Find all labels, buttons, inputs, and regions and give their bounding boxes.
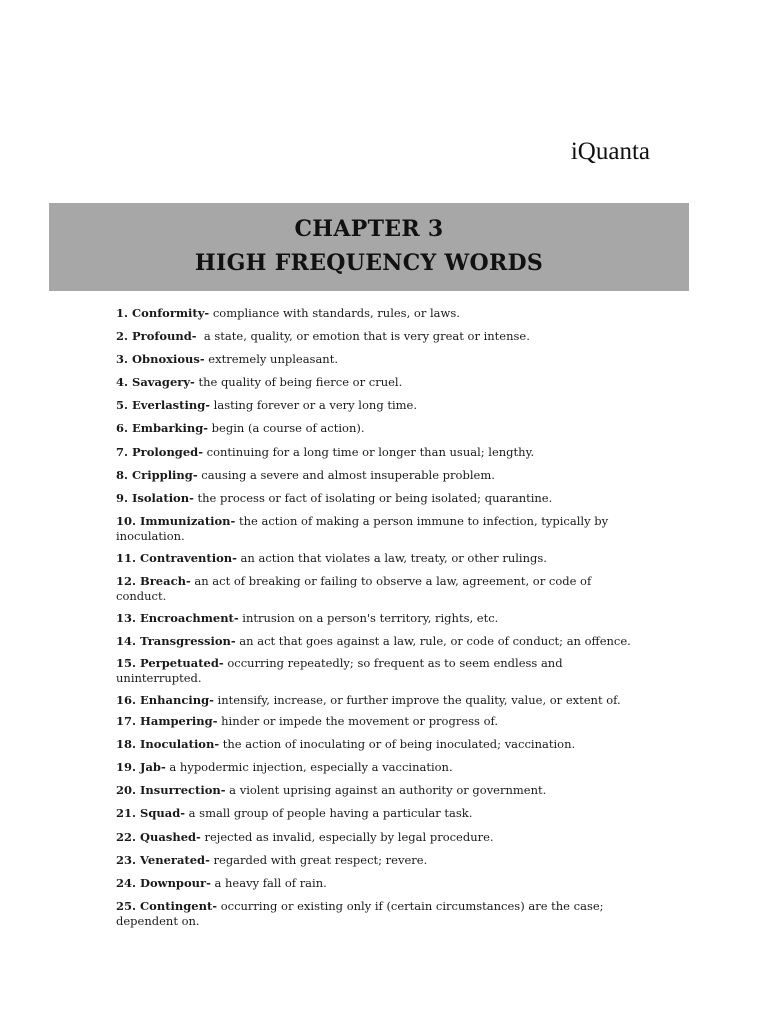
word-number: 15. [116, 655, 137, 670]
word-entry [116, 398, 638, 414]
word-definition: occurring or existing only if (certain circumstances) are the case; dependent on. [116, 898, 608, 929]
word-entry [116, 634, 638, 650]
word-term [116, 611, 239, 625]
word-definition: an act of breaking or failing to observe a law, agreement, or code of conduct. [116, 573, 595, 604]
word-term [116, 352, 205, 366]
word-definition: the action of making a person immune to infection, typically by inoculation. [116, 513, 612, 544]
word-entry [116, 714, 638, 730]
word-name: Hampering- [140, 714, 218, 729]
word-term [116, 876, 211, 890]
chapter-title: HIGH FREQUENCY WORDS [194, 250, 544, 276]
word-name: Immunization- [140, 513, 236, 528]
word-term [116, 830, 201, 844]
word-term [116, 375, 195, 389]
word-definition: extremely unpleasant. [204, 352, 338, 367]
word-number: 8. [116, 467, 129, 482]
word-name: Contravention- [140, 550, 237, 565]
word-number: 12. [116, 573, 137, 588]
word-name: Crippling- [132, 467, 198, 482]
word-entry [116, 329, 638, 345]
word-entry [116, 574, 638, 605]
word-term [116, 634, 236, 648]
word-number: 5. [116, 398, 129, 413]
word-definition: a violent uprising against an authority or government. [225, 783, 547, 798]
word-number: 4. [116, 375, 129, 390]
word-number: 2. [116, 329, 129, 344]
word-entry [116, 421, 638, 437]
word-name: Enhancing- [140, 692, 214, 707]
word-name: Isolation- [132, 490, 194, 505]
word-name: Savagery- [132, 375, 195, 390]
word-definition: an action that violates a law, treaty, or other rulings. [236, 550, 547, 565]
word-definition: a hypodermic injection, especially a vaccination. [165, 760, 453, 775]
word-term [116, 783, 226, 797]
word-definition: occurring repeatedly; so frequent as to seem endless and uninterrupted. [116, 655, 567, 686]
word-name: Encroachment- [140, 610, 239, 625]
word-number: 25. [116, 898, 137, 913]
word-entry [116, 899, 638, 930]
word-name: Everlasting- [132, 398, 211, 413]
word-definition: the action of inoculating or of being inoculated; vaccination. [219, 737, 576, 752]
word-term [116, 693, 214, 707]
word-name: Contingent- [140, 898, 218, 913]
word-definition: the quality of being fierce or cruel. [194, 375, 403, 390]
word-definition: intensify, increase, or further improve the quality, value, or extent of. [213, 692, 621, 707]
word-number: 11. [116, 550, 137, 565]
word-entry [116, 352, 638, 368]
word-list [116, 306, 638, 936]
word-entry [116, 853, 638, 869]
word-name: Insurrection- [140, 783, 226, 798]
word-number: 6. [116, 421, 129, 436]
word-name: Breach- [140, 573, 191, 588]
word-term [116, 714, 217, 728]
word-number: 1. [116, 306, 129, 320]
word-definition: rejected as invalid, especially by legal procedure. [200, 829, 494, 844]
word-name: Inoculation- [140, 737, 220, 752]
word-entry [116, 468, 638, 484]
word-entry [116, 656, 638, 687]
word-name: Jab- [140, 760, 166, 775]
word-entry [116, 445, 638, 461]
word-name: Venerated- [140, 852, 210, 867]
word-entry [116, 760, 638, 776]
word-number: 3. [116, 352, 129, 367]
word-definition: intrusion on a person's territory, rights, etc. [238, 610, 499, 625]
word-number: 24. [116, 875, 137, 890]
word-definition: begin (a course of action). [208, 421, 365, 436]
word-term [116, 468, 198, 482]
word-number: 16. [116, 692, 137, 707]
word-term [116, 899, 217, 913]
word-term [116, 329, 197, 343]
word-name: Quashed- [140, 829, 201, 844]
word-name: Transgression- [140, 634, 236, 649]
word-term [116, 656, 224, 670]
word-term [116, 445, 203, 459]
word-term [116, 737, 219, 751]
word-number: 13. [116, 610, 137, 625]
word-term [116, 551, 237, 565]
word-term [116, 306, 209, 320]
word-definition: lasting forever or a very long time. [210, 398, 417, 413]
word-name: Prolonged- [132, 444, 203, 459]
word-number: 7. [116, 444, 129, 459]
word-definition: the process or fact of isolating or being isolated; quarantine. [193, 490, 553, 505]
word-name: Embarking- [132, 421, 209, 436]
word-definition: compliance with standards, rules, or laws. [209, 306, 460, 320]
word-entry [116, 491, 638, 507]
chapter-number: CHAPTER 3 [294, 216, 444, 242]
word-definition: hinder or impede the movement or progress of. [217, 714, 499, 729]
word-entry [116, 551, 638, 567]
word-entry [116, 514, 638, 545]
word-number: 14. [116, 634, 137, 649]
word-entry [116, 737, 638, 753]
word-definition: continuing for a long time or longer than usual; lengthy. [202, 444, 535, 459]
word-entry [116, 611, 638, 627]
word-definition: regarded with great respect; revere. [209, 852, 428, 867]
word-number: 10. [116, 513, 137, 528]
word-entry [116, 830, 638, 846]
word-name: Conformity- [132, 306, 210, 320]
word-term [116, 421, 208, 435]
word-name: Obnoxious- [132, 352, 205, 367]
word-number: 19. [116, 760, 137, 775]
word-number: 22. [116, 829, 137, 844]
word-definition: an act that goes against a law, rule, or code of conduct; an offence. [235, 634, 631, 649]
word-number: 20. [116, 783, 137, 798]
word-entry [116, 693, 638, 709]
word-number: 21. [116, 806, 137, 821]
word-entry [116, 375, 638, 391]
word-name: Squad- [140, 806, 186, 821]
word-name: Perpetuated- [140, 655, 224, 670]
word-definition: a state, quality, or emotion that is very great or intense. [196, 329, 530, 344]
chapter-banner [49, 203, 689, 291]
word-entry [116, 806, 638, 822]
word-number: 17. [116, 714, 137, 729]
word-definition: a heavy fall of rain. [210, 875, 327, 890]
brand-name: iQuanta [570, 138, 650, 165]
word-number: 23. [116, 852, 137, 867]
word-term [116, 491, 194, 505]
word-term [116, 398, 210, 412]
word-term [116, 514, 235, 528]
word-number: 18. [116, 737, 137, 752]
word-name: Profound- [132, 329, 197, 344]
word-name: Downpour- [140, 875, 211, 890]
word-term [116, 853, 210, 867]
word-term [116, 760, 166, 774]
word-entry [116, 876, 638, 892]
word-number: 9. [116, 490, 129, 505]
word-entry [116, 306, 638, 322]
word-term [116, 574, 191, 588]
word-entry [116, 783, 638, 799]
word-definition: a small group of people having a particular task. [185, 806, 473, 821]
word-term [116, 806, 185, 820]
word-definition: causing a severe and almost insuperable problem. [197, 467, 495, 482]
